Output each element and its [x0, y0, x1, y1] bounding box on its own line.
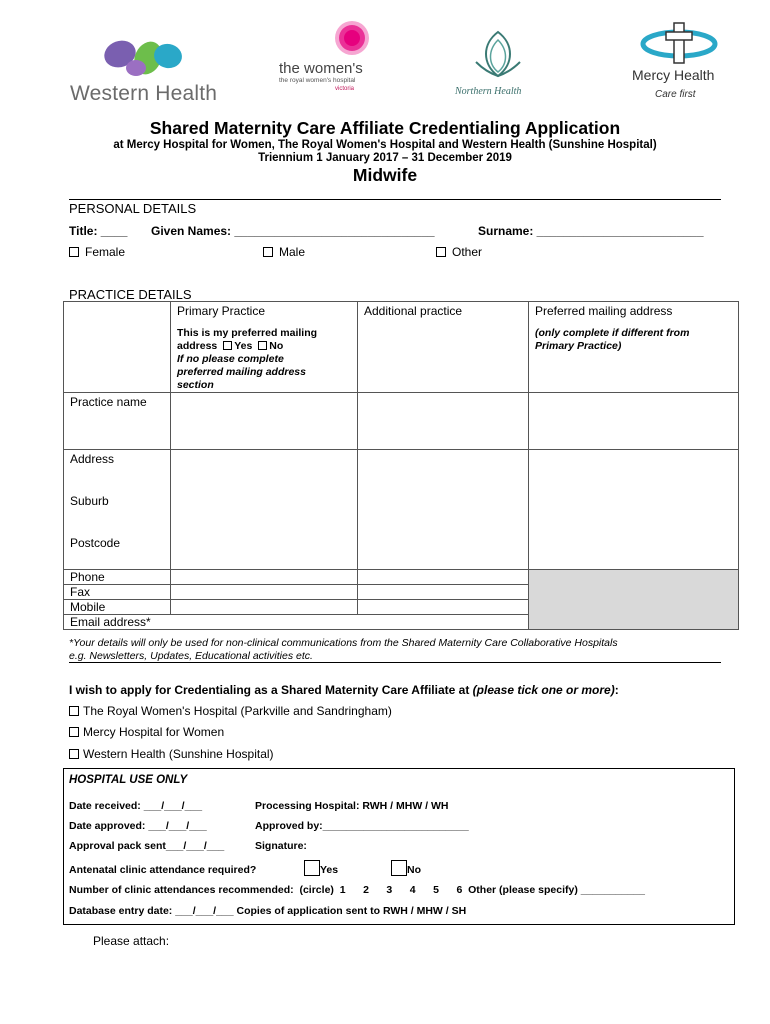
- hospital-use-box: [63, 768, 735, 925]
- header-divider: [69, 199, 721, 200]
- apply-option2-label: Mercy Hospital for Women: [83, 725, 225, 739]
- checkbox-icon[interactable]: [69, 247, 79, 257]
- apply-heading-end: :: [614, 683, 619, 697]
- title-field[interactable]: Title: ____: [69, 224, 128, 238]
- form-subtitle-triennium: Triennium 1 January 2017 – 31 December 2019: [258, 152, 512, 164]
- apply-heading: [69, 683, 619, 697]
- mercy-health-cross-icon: [640, 20, 718, 66]
- phone-label-cell: [64, 570, 171, 585]
- primary-practice-title: Primary Practice: [177, 304, 266, 318]
- preferred-mailing-title: Preferred mailing address: [535, 304, 673, 318]
- primary-practice-header: [171, 302, 358, 393]
- please-attach-label: Please attach:: [93, 934, 170, 948]
- preferred-practice-name-input[interactable]: [529, 393, 739, 450]
- preferred-note-line1: (only complete if different from: [535, 327, 690, 339]
- antenatal-yes-option[interactable]: [304, 860, 338, 876]
- privacy-footnote-line2: e.g. Newsletters, Updates, Educational activities etc.: [69, 650, 313, 662]
- practice-name-label: Practice name: [70, 395, 147, 409]
- primary-address-input[interactable]: [171, 450, 358, 570]
- female-label: Female: [85, 245, 126, 259]
- primary-phone-input[interactable]: [171, 570, 358, 585]
- yes-checkbox-icon[interactable]: [223, 341, 232, 350]
- clinic-attendances-field[interactable]: Number of clinic attendances recommended: (circle) 1 2 3 4 5 6 Other (please specify) ___________: [69, 884, 645, 896]
- form-role: Midwife: [352, 165, 418, 185]
- practice-name-label-cell: [64, 393, 171, 450]
- primary-note-line3: If no please complete: [177, 353, 284, 365]
- primary-note-address: address: [177, 340, 218, 352]
- date-received-field[interactable]: Date received: ___/___/___: [69, 800, 203, 812]
- primary-note-line5: section: [177, 379, 214, 391]
- the-womens-name: the women's: [279, 60, 363, 77]
- gender-other-option[interactable]: [436, 245, 482, 259]
- checkbox-icon[interactable]: [69, 749, 79, 759]
- apply-option-western[interactable]: [69, 747, 274, 761]
- postcode-label: Postcode: [70, 536, 121, 550]
- fax-label-cell: [64, 585, 171, 600]
- apply-option-mercy[interactable]: [69, 725, 224, 739]
- database-entry-field[interactable]: Database entry date: ___/___/___ Copies of application sent to RWH / MHW / SH: [69, 905, 467, 917]
- additional-address-input[interactable]: [358, 450, 529, 570]
- form-subtitle-hospitals: at Mercy Hospital for Women, The Royal Women's Hospital and Western Health (Sunshine Hospital): [113, 139, 657, 151]
- primary-mobile-input[interactable]: [171, 600, 358, 615]
- other-label: Other: [452, 245, 483, 259]
- address-label-cell: [64, 450, 171, 570]
- email-row-cell[interactable]: [64, 615, 529, 630]
- privacy-footnote-line1: *Your details will only be used for non-clinical communications from the Shared Maternity Care Collaborative Hospitals: [69, 637, 618, 649]
- primary-note-line4: preferred mailing address: [177, 366, 306, 378]
- additional-practice-title: Additional practice: [364, 304, 463, 318]
- additional-fax-input[interactable]: [358, 585, 529, 600]
- given-names-field[interactable]: Given Names: ______________________________: [151, 224, 435, 238]
- apply-heading-italic: (please tick one or more): [472, 683, 615, 697]
- no-checkbox-icon[interactable]: [391, 860, 407, 876]
- mercy-health-name: Mercy Health: [632, 67, 715, 83]
- date-approved-field[interactable]: Date approved: ___/___/___: [69, 820, 207, 832]
- preferred-contact-shaded-cell: [529, 570, 739, 630]
- form-title: Shared Maternity Care Affiliate Credentialing Application: [149, 118, 621, 138]
- preferred-mailing-header: [529, 302, 739, 393]
- suburb-label: Suburb: [70, 494, 109, 508]
- the-womens-flower-icon: [330, 16, 374, 60]
- primary-note-line1: This is my preferred mailing: [177, 327, 318, 339]
- the-womens-subtitle: the royal women's hospital: [279, 77, 356, 84]
- antenatal-question: Antenatal clinic attendance required?: [69, 864, 257, 876]
- apply-option-royal-womens[interactable]: [69, 704, 392, 718]
- primary-note-line2: [177, 340, 351, 353]
- preferred-address-input[interactable]: [529, 450, 739, 570]
- the-womens-state: victoria: [335, 86, 355, 92]
- address-label: Address: [70, 452, 115, 466]
- antenatal-no-option[interactable]: [391, 860, 421, 876]
- additional-practice-name-input[interactable]: [358, 393, 529, 450]
- antenatal-yes-label: Yes: [320, 864, 339, 876]
- personal-details-heading: PERSONAL DETAILS: [69, 201, 197, 216]
- table-corner-cell: [64, 302, 171, 393]
- surname-field[interactable]: Surname: _________________________: [478, 224, 704, 238]
- no-checkbox-icon[interactable]: [258, 341, 267, 350]
- footnote-divider: [69, 662, 721, 663]
- mobile-label: Mobile: [70, 600, 106, 614]
- northern-health-name: Northern Health: [455, 86, 522, 97]
- yes-checkbox-icon[interactable]: [304, 860, 320, 876]
- phone-label: Phone: [70, 570, 105, 584]
- additional-phone-input[interactable]: [358, 570, 529, 585]
- male-label: Male: [279, 245, 306, 259]
- practice-details-table: [63, 301, 739, 630]
- processing-hospital-field[interactable]: Processing Hospital: RWH / MHW / WH: [255, 800, 449, 812]
- mercy-health-tagline: Care first: [655, 89, 696, 100]
- signature-field[interactable]: Signature:: [255, 840, 307, 852]
- checkbox-icon[interactable]: [263, 247, 273, 257]
- additional-mobile-input[interactable]: [358, 600, 529, 615]
- northern-health-leaf-icon: [470, 26, 526, 82]
- preferred-note-line2: Primary Practice): [535, 340, 622, 352]
- practice-details-heading: PRACTICE DETAILS: [69, 287, 192, 302]
- checkbox-icon[interactable]: [69, 706, 79, 716]
- hospital-use-heading: HOSPITAL USE ONLY: [69, 774, 188, 786]
- antenatal-no-label: No: [407, 864, 421, 876]
- western-health-butterfly-icon: [98, 36, 188, 84]
- apply-option3-label: Western Health (Sunshine Hospital): [83, 747, 274, 761]
- approval-pack-field[interactable]: Approval pack sent___/___/___: [69, 840, 225, 852]
- mobile-label-cell: [64, 600, 171, 615]
- apply-option1-label: The Royal Women's Hospital (Parkville and Sandringham): [83, 704, 392, 718]
- email-label: Email address*: [70, 615, 151, 629]
- primary-yes-label: Yes: [234, 340, 253, 352]
- primary-practice-name-input[interactable]: [171, 393, 358, 450]
- primary-no-label: No: [269, 340, 284, 352]
- gender-female-option[interactable]: [69, 245, 125, 259]
- approved-by-field[interactable]: Approved by:_________________________: [255, 820, 469, 832]
- additional-practice-header: [358, 302, 529, 393]
- checkbox-icon[interactable]: [436, 247, 446, 257]
- apply-heading-main: I wish to apply for Credentialing as a Shared Maternity Care Affiliate at: [69, 683, 473, 697]
- western-health-name: Western Health: [70, 82, 218, 105]
- primary-fax-input[interactable]: [171, 585, 358, 600]
- fax-label: Fax: [70, 585, 91, 599]
- checkbox-icon[interactable]: [69, 727, 79, 737]
- gender-male-option[interactable]: [263, 245, 305, 259]
